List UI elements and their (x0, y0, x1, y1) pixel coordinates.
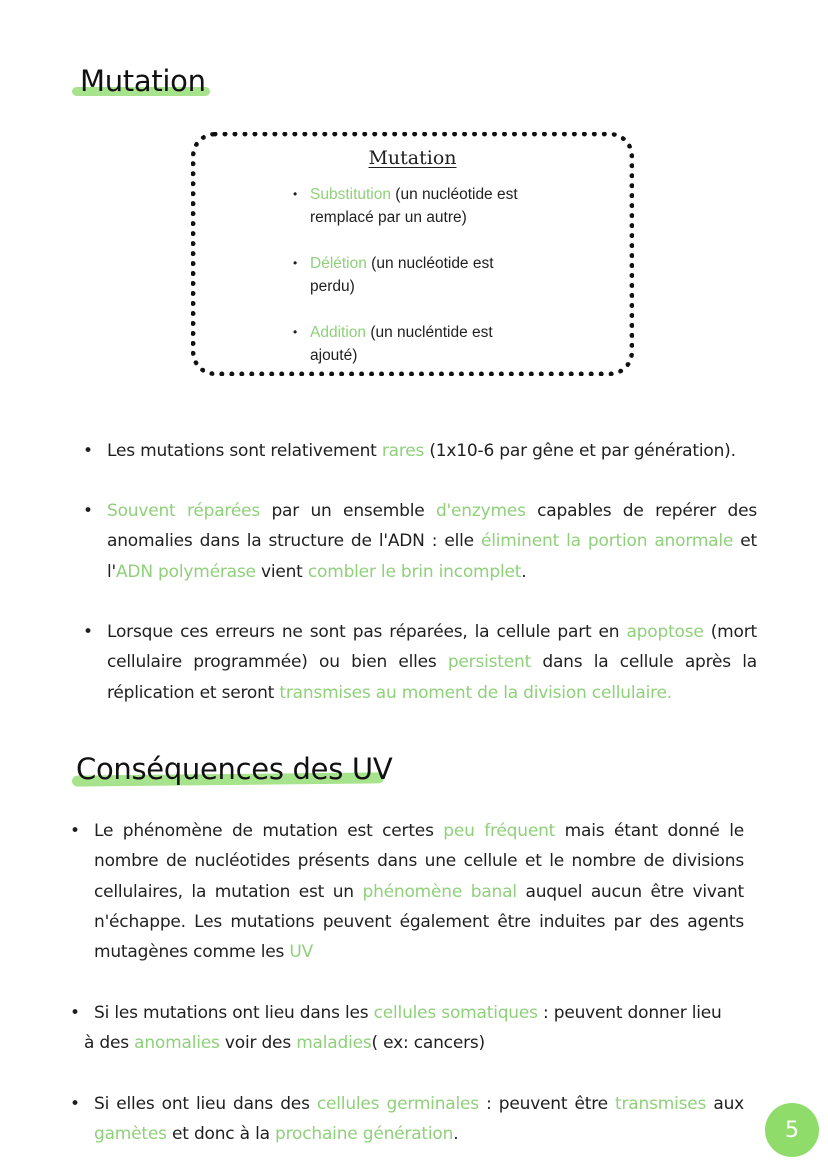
bullet: • (83, 441, 93, 461)
highlight: prochaine génération (275, 1124, 454, 1145)
highlight: UV (289, 942, 314, 963)
text: auquel aucun être vivant n'échappe. Les mutations peuvent également être induites par des agents mutagènes comme les (94, 881, 745, 963)
highlight: maladies (296, 1033, 372, 1054)
text: dans la cellule après la réplication et seront (107, 652, 757, 703)
highlight: ADN polymérase (116, 561, 256, 582)
section-heading-uv (76, 752, 392, 786)
term-substitution: Substitution (310, 186, 391, 203)
text: mais étant donné le nombre de nucléotides présents dans une cellule et le nombre de divisions cellulaires, la mutation est un (94, 821, 744, 902)
text: Les mutations sont relativement (107, 441, 382, 461)
paragraph-germinal (70, 1089, 745, 1150)
text: (1x10-6 par gêne et par génération). (424, 441, 736, 461)
term-deletion: Délétion (310, 255, 367, 272)
highlight: éliminent la portion anormale (480, 531, 734, 552)
desc-substitution: (un nucléotide est remplacé par un autre) (310, 186, 518, 226)
bullet: • (70, 1094, 80, 1114)
desc-deletion: (un nucléotide est perdu) (310, 255, 494, 295)
page-number-badge (765, 1103, 819, 1157)
highlight: cellules germinales (316, 1094, 479, 1114)
highlight: rares (381, 441, 425, 461)
text: Le phénomène de mutation est certes (94, 821, 444, 841)
text: Lorsque ces erreurs ne sont pas réparées, la cellule part en (107, 622, 627, 642)
text: : peuvent être (478, 1094, 616, 1114)
text: et donc à la (166, 1124, 276, 1145)
highlight: Souvent réparées (107, 501, 261, 521)
list-item-substitution (290, 183, 530, 229)
highlight: transmises au moment de la division cellulaire. (279, 682, 672, 703)
mutation-types-list (290, 183, 530, 390)
highlight: apoptose (626, 622, 704, 642)
text: voir des (219, 1033, 297, 1054)
bullet: • (83, 501, 93, 521)
section-heading-mutation (80, 64, 206, 98)
paragraph-apoptosis (83, 617, 757, 708)
paragraph-somatic (70, 998, 734, 1059)
term-addition: Addition (310, 324, 367, 341)
heading-text: Mutation (80, 64, 206, 98)
text: ( ex: cancers) (371, 1033, 485, 1054)
text: (mort cellulaire programmée) ou bien elles (107, 622, 757, 673)
box-title: Mutation (368, 147, 457, 169)
text: à des (84, 1033, 135, 1054)
text: Si elles ont lieu dans des (94, 1094, 317, 1114)
highlight: phénomène banal (362, 881, 517, 902)
paragraph-frequency (70, 816, 745, 967)
text: : peuvent donner lieu (537, 1003, 722, 1023)
paragraph-rarity (83, 436, 757, 466)
desc-addition: (un nucléntide est ajouté) (310, 324, 493, 364)
list-item-addition (290, 321, 530, 367)
text: vient (255, 561, 308, 582)
highlight: gamètes (94, 1124, 167, 1145)
mutation-types-box (191, 132, 634, 376)
heading-text: Conséquences des UV (76, 752, 393, 786)
text: aux (706, 1094, 745, 1114)
bullet: • (70, 821, 80, 841)
highlight: anomalies (134, 1033, 220, 1054)
text: capables de repérer des anomalies dans la structure de l'ADN : elle (107, 501, 757, 552)
text: par un ensemble (260, 501, 436, 521)
highlight: d'enzymes (435, 501, 526, 521)
highlight: peu fréquent (443, 821, 556, 841)
text: et l' (107, 531, 757, 582)
paragraph-repair (83, 496, 757, 587)
bullet: • (70, 1003, 80, 1023)
text: Si les mutations ont lieu dans les (94, 1003, 374, 1023)
bullet: • (83, 622, 93, 642)
highlight: cellules somatiques (373, 1003, 538, 1023)
list-item-deletion (290, 252, 530, 298)
text: . (453, 1124, 459, 1145)
highlight: transmises (615, 1094, 707, 1114)
highlight: combler le brin incomplet (307, 561, 522, 582)
text: . (521, 561, 527, 582)
page-number: 5 (785, 1117, 799, 1143)
highlight: persistent (447, 652, 532, 673)
